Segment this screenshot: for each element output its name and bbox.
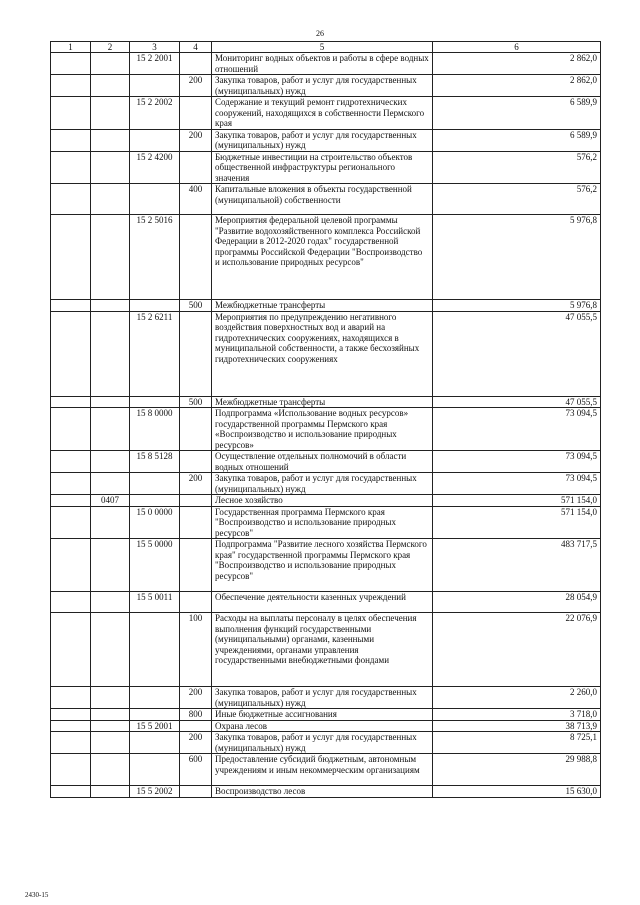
section-code-cell [91,473,130,495]
item-name-cell: Межбюджетные трансферты [212,300,433,312]
target-article-cell [130,129,180,151]
expense-type-cell [180,451,212,473]
col1-cell [51,592,91,613]
table-row [51,97,601,130]
col1-cell [51,300,91,312]
target-article-cell [130,495,180,507]
expense-type-cell [180,592,212,613]
table-row [51,506,601,539]
target-article-cell: 15 2 6211 [130,311,180,396]
expense-type-cell: 200 [180,687,212,709]
expense-type-cell [180,720,212,732]
col1-cell [51,451,91,473]
col1-cell [51,151,91,184]
section-code-cell [91,129,130,151]
column-header: 2 [91,42,130,53]
col1-cell [51,506,91,539]
target-article-cell: 15 2 4200 [130,151,180,184]
item-name-cell: Подпрограмма "Развитие лесного хозяйства Пермского края" государственной программы Пермского края "Воспроизводство и использование природных ресурсов" [212,539,433,592]
expense-type-cell: 800 [180,709,212,721]
amount-cell: 2 260,0 [433,687,601,709]
item-name-cell: Содержание и текущий ремонт гидротехнических сооружений, находящихся в собственности Пермского края [212,97,433,130]
target-article-cell [130,473,180,495]
item-name-cell: Охрана лесов [212,720,433,732]
expense-type-cell: 500 [180,300,212,312]
expense-type-cell: 200 [180,473,212,495]
item-name-cell: Расходы на выплаты персоналу в целях обеспечения выполнения функций государственными (муниципальными) органами, казенными учреждениями, органами управления государственными внебюджетными фондами [212,613,433,687]
section-code-cell [91,506,130,539]
col1-cell [51,754,91,786]
target-article-cell [130,184,180,215]
item-name-cell: Закупка товаров, работ и услуг для государственных (муниципальных) нужд [212,732,433,754]
table-row [51,215,601,300]
section-code-cell [91,151,130,184]
item-name-cell: Подпрограмма «Использование водных ресурсов» государственной программы Пермского края «Воспроизводство и использование природных ресурсов» [212,408,433,451]
column-header: 5 [212,42,433,53]
section-code-cell [91,687,130,709]
table-row [51,451,601,473]
table-row [51,732,601,754]
col1-cell [51,215,91,300]
col1-cell [51,687,91,709]
section-code-cell [91,786,130,798]
item-name-cell: Закупка товаров, работ и услуг для государственных (муниципальных) нужд [212,473,433,495]
item-name-cell: Закупка товаров, работ и услуг для государственных (муниципальных) нужд [212,687,433,709]
section-code-cell [91,300,130,312]
expense-type-cell: 200 [180,732,212,754]
table-row [51,300,601,312]
amount-cell: 8 725,1 [433,732,601,754]
section-code-cell [91,451,130,473]
expense-type-cell [180,786,212,798]
section-code-cell [91,539,130,592]
amount-cell: 15 630,0 [433,786,601,798]
column-header: 4 [180,42,212,53]
expense-type-cell [180,97,212,130]
budget-table [50,41,601,798]
amount-cell: 28 054,9 [433,592,601,613]
expense-type-cell: 600 [180,754,212,786]
amount-cell: 576,2 [433,151,601,184]
col1-cell [51,539,91,592]
amount-cell: 2 862,0 [433,75,601,97]
col1-cell [51,720,91,732]
amount-cell: 5 976,8 [433,300,601,312]
item-name-cell: Предоставление субсидий бюджетным, автономным учреждениям и иным некоммерческим организациям [212,754,433,786]
table-row [51,473,601,495]
item-name-cell: Лесное хозяйство [212,495,433,507]
expense-type-cell: 400 [180,184,212,215]
expense-type-cell [180,539,212,592]
target-article-cell: 15 8 5128 [130,451,180,473]
amount-cell: 47 055,5 [433,396,601,408]
section-code-cell [91,215,130,300]
col1-cell [51,184,91,215]
table-row [51,75,601,97]
expense-type-cell: 100 [180,613,212,687]
column-header: 3 [130,42,180,53]
expense-type-cell: 200 [180,75,212,97]
table-row [51,408,601,451]
target-article-cell: 15 5 2002 [130,786,180,798]
amount-cell: 6 589,9 [433,129,601,151]
target-article-cell: 15 5 2001 [130,720,180,732]
target-article-cell: 15 0 0000 [130,506,180,539]
table-row [51,184,601,215]
expense-type-cell [180,151,212,184]
section-code-cell [91,613,130,687]
amount-cell: 483 717,5 [433,539,601,592]
target-article-cell [130,754,180,786]
table-row [51,53,601,75]
col1-cell [51,75,91,97]
target-article-cell [130,396,180,408]
item-name-cell: Обеспечение деятельности казенных учреждений [212,592,433,613]
expense-type-cell: 200 [180,129,212,151]
expense-type-cell [180,506,212,539]
col1-cell [51,732,91,754]
table-row [51,720,601,732]
col1-cell [51,473,91,495]
item-name-cell: Закупка товаров, работ и услуг для государственных (муниципальных) нужд [212,129,433,151]
target-article-cell: 15 8 0000 [130,408,180,451]
amount-cell: 29 988,8 [433,754,601,786]
section-code-cell [91,709,130,721]
section-code-cell [91,592,130,613]
target-article-cell: 15 2 2001 [130,53,180,75]
col1-cell [51,495,91,507]
item-name-cell: Воспроизводство лесов [212,786,433,798]
item-name-cell: Капитальные вложения в объекты государственной (муниципальной) собственности [212,184,433,215]
item-name-cell: Закупка товаров, работ и услуг для государственных (муниципальных) нужд [212,75,433,97]
col1-cell [51,709,91,721]
table-row [51,495,601,507]
amount-cell: 571 154,0 [433,506,601,539]
col1-cell [51,129,91,151]
amount-cell: 3 718,0 [433,709,601,721]
item-name-cell: Иные бюджетные ассигнования [212,709,433,721]
table-row [51,396,601,408]
column-header: 1 [51,42,91,53]
expense-type-cell [180,53,212,75]
table-row [51,786,601,798]
table-row [51,311,601,396]
target-article-cell [130,300,180,312]
amount-cell: 73 094,5 [433,473,601,495]
target-article-cell: 15 2 2002 [130,97,180,130]
expense-type-cell [180,495,212,507]
target-article-cell [130,732,180,754]
table-row [51,151,601,184]
expense-type-cell: 500 [180,396,212,408]
col1-cell [51,396,91,408]
col1-cell [51,613,91,687]
item-name-cell: Мероприятия федеральной целевой программы "Развитие водохозяйственного комплекса Российской Федерации в 2012-2020 годах" государственной программы Российской Федерации "Воспроизводство и использование природных ресурсов" [212,215,433,300]
expense-type-cell [180,215,212,300]
column-header: 6 [433,42,601,53]
item-name-cell: Осуществление отдельных полномочий в области водных отношений [212,451,433,473]
section-code-cell [91,408,130,451]
amount-cell: 6 589,9 [433,97,601,130]
table-row [51,687,601,709]
item-name-cell: Государственная программа Пермского края "Воспроизводство и использование природных ресурсов" [212,506,433,539]
amount-cell: 22 076,9 [433,613,601,687]
header-row [51,42,601,53]
section-code-cell [91,184,130,215]
col1-cell [51,53,91,75]
document-code: 2430-15 [25,891,49,899]
target-article-cell: 15 2 5016 [130,215,180,300]
expense-type-cell [180,311,212,396]
table-row [51,539,601,592]
amount-cell: 571 154,0 [433,495,601,507]
amount-cell: 73 094,5 [433,408,601,451]
amount-cell: 2 862,0 [433,53,601,75]
amount-cell: 576,2 [433,184,601,215]
amount-cell: 38 713,9 [433,720,601,732]
table-row [51,613,601,687]
col1-cell [51,786,91,798]
expense-type-cell [180,408,212,451]
section-code-cell [91,396,130,408]
col1-cell [51,408,91,451]
amount-cell: 47 055,5 [433,311,601,396]
section-code-cell [91,720,130,732]
item-name-cell: Межбюджетные трансферты [212,396,433,408]
section-code-cell [91,75,130,97]
col1-cell [51,97,91,130]
target-article-cell [130,613,180,687]
section-code-cell: 0407 [91,495,130,507]
table-row [51,592,601,613]
target-article-cell [130,75,180,97]
page-number: 26 [316,29,324,38]
col1-cell [51,311,91,396]
item-name-cell: Бюджетные инвестиции на строительство объектов общественной инфраструктуры регионального значения [212,151,433,184]
target-article-cell: 15 5 0011 [130,592,180,613]
amount-cell: 5 976,8 [433,215,601,300]
table-row [51,129,601,151]
item-name-cell: Мониторинг водных объектов и работы в сфере водных отношений [212,53,433,75]
section-code-cell [91,97,130,130]
target-article-cell: 15 5 0000 [130,539,180,592]
amount-cell: 73 094,5 [433,451,601,473]
section-code-cell [91,311,130,396]
target-article-cell [130,687,180,709]
table-row [51,754,601,786]
section-code-cell [91,53,130,75]
table-row [51,709,601,721]
section-code-cell [91,754,130,786]
item-name-cell: Мероприятия по предупреждению негативного воздействия поверхностных вод и аварий на гидротехнических сооружениях, находящихся в муниципальной собственности, а также бесхозяйных гидротехнических сооружениях [212,311,433,396]
target-article-cell [130,709,180,721]
section-code-cell [91,732,130,754]
